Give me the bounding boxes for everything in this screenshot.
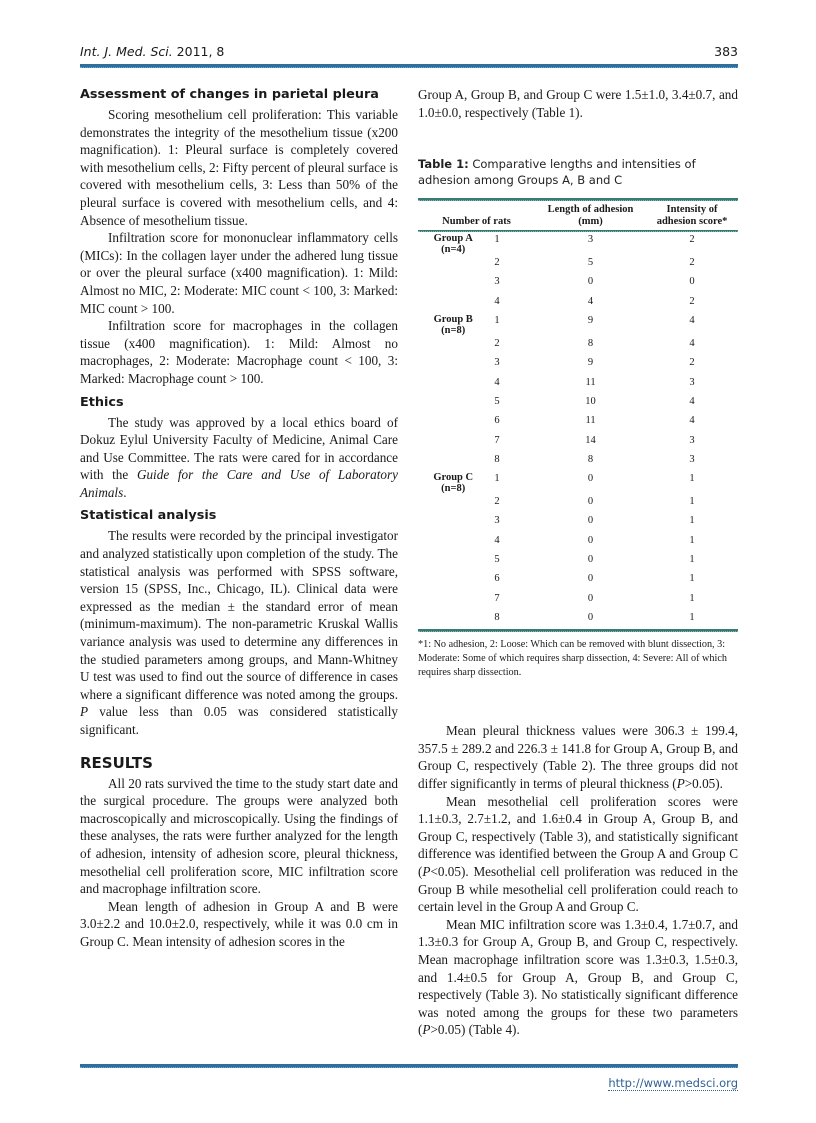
left-column [80,86,398,951]
rat-number-cell: 4 [494,376,500,388]
text-run: Mean pleural thickness values were 306.3 ± 199.4, 357.5 ± 289.2 and 226.3 ± 141.8 for Group A, Group B, and Group C, respectively (Table 2). The three groups did not differ significantly in terms of pleural thickness ( [418,723,738,792]
group-cell-empty [418,533,488,552]
journal-year-volume: 2011, 8 [172,44,225,59]
rat-number-cell: 4 [494,534,500,546]
paragraph-macrophage-infiltration: Infiltration score for macrophages in the collagen tissue (x400 magnification). 1: Mild: Almost no macrophages, 2: Moderate: Macrophage count < 100, 3: Marked: Macrophage count > 100. [80,318,398,386]
intensity-cell: 1 [689,592,695,604]
table-row [418,274,738,293]
table-row [418,433,738,452]
length-cell: 3 [587,234,594,246]
intensity-cell: 0 [689,276,695,288]
paragraph-ethics [80,414,398,502]
p-italic: P [422,1022,431,1038]
right-column [418,86,738,1039]
group-cell-empty [418,552,488,571]
column-header-intensity: Intensity of adhesion score* [656,204,728,228]
paragraph-mesothelium-scoring: Scoring mesothelium cell proliferation: This variable demonstrates the integrity of the mesothelium tissue (x200 magnification). 1: Pleural surface is completely covered with mesothelium cells, 2: Fifty percent of pleural surface is covered with mesothelium cells, 3: Less than 50% of the pleural surface is covered with mesothelium cells, and 4: Absence of mesothelium tissue. [80,107,398,228]
group-label [418,471,488,494]
group-cell-empty [418,452,488,471]
rat-number-cell: 2 [494,257,500,269]
length-cell: 0 [587,592,594,604]
text-run: Mean mesothelial cell proliferation scores were 1.1±0.3, 2.7±1.2, and 1.6±0.4 in Group A, Group B, and Group C, respectively (Table 3), and statistically significant difference was identified between the Group A and Group C ( [418,793,738,879]
text-run: The study was approved by a local ethics board of Dokuz Eylul University Faculty of Medicine, Animal Care and Use Committee. The rats were cared for in accordance with the [80,414,398,483]
column-header-length: Length of adhesion (mm) [547,204,634,228]
rat-number-cell: 3 [494,357,500,369]
intensity-cell: 2 [689,295,695,307]
intensity-cell: 2 [689,234,695,246]
intensity-cell: 1 [689,554,695,566]
length-cell: 0 [587,496,594,508]
intensity-cell: 2 [689,257,695,269]
table-footnote: *1: No adhesion, 2: Loose: Which can be removed with blunt dissection, 3: Moderate: Some of which requires sharp dissection, 4: Severe: All of which requires sharp dissection. [418,639,727,679]
group-size: (n=8) [441,324,466,336]
table-body [418,232,738,629]
length-cell: 8 [587,453,594,465]
length-cell: 0 [587,534,594,546]
paragraph-mic-macrophage-scores [418,916,738,1039]
group-name: Group A [433,233,473,245]
paragraph-continuation: Group A, Group B, and Group C were 1.5±1.0, 3.4±0.7, and 1.0±0.0, respectively (Table 1). [418,87,738,120]
paragraph-mic-infiltration: Infiltration score for mononuclear inflammatory cells (MICs): In the collagen layer under the adhered lung tissue or over the pleural surface (x400 magnification). 1: Mild: Almost no MIC, 2: Moderate: MIC count < 100, 3: Marked: MIC count > 100. [80,230,398,316]
intensity-cell: 1 [689,534,695,546]
paragraph-results-overview: All 20 rats survived the time to the study start date and the surgical procedure. The groups were analyzed both macroscopically and microscopically. Using the findings of these analyses, the rats were further analyzed for the length of adhesion, intensity of adhesion score, pleural thickness, mesothelial cell proliferation score, MIC infiltration score and macrophage infiltration score. [80,775,398,897]
table-row [418,494,738,513]
text-run: >0.05) (Table 4). [430,1022,520,1038]
rat-number-cell: 2 [494,496,500,508]
intensity-cell: 1 [689,496,695,508]
group-cell-empty [418,571,488,590]
group-cell-empty [418,610,488,629]
group-cell-empty [418,433,488,452]
table-row [418,610,738,629]
table-caption [418,157,738,188]
intensity-cell: 1 [689,573,695,585]
rat-number-cell: 6 [494,573,500,585]
paragraph-mesothelial-proliferation [418,793,738,916]
group-cell-empty [418,394,488,413]
section-heading-parietal-pleura: Assessment of changes in parietal pleura [80,87,379,102]
table-1 [418,198,738,680]
text-run: . [123,484,127,500]
intensity-cell: 3 [689,434,695,446]
length-cell: 0 [587,276,594,288]
table-row [418,375,738,394]
intensity-cell: 4 [689,395,695,407]
group-cell-empty [418,375,488,394]
group-cell-empty [418,294,488,313]
journal-name: Int. J. Med. Sci. [80,44,173,59]
rat-number-cell: 3 [494,515,500,527]
paragraph-pleural-thickness [418,722,738,792]
group-cell-empty [418,513,488,532]
length-cell: 0 [587,515,594,527]
rat-number-cell: 1 [494,234,500,246]
journal-website-link[interactable]: http://www.medsci.org [608,1076,738,1090]
length-cell: 0 [587,554,594,566]
text-run: <0.05). Mesothelial cell proliferation was reduced in the Group B while mesothelial cell proliferation could reach to certain level in the Group A and Group C. [418,863,738,915]
rat-number-cell: 5 [494,395,500,407]
length-cell: 11 [585,415,596,427]
length-cell: 0 [587,611,594,623]
rat-number-cell: 2 [494,338,500,350]
text-run: value less than 0.05 was considered statistically significant. [80,704,398,737]
intensity-cell: 1 [689,515,695,527]
section-heading-results: RESULTS [80,753,153,772]
intensity-cell: 4 [689,338,695,350]
text-run: >0.05). [684,776,723,792]
length-cell: 4 [587,295,594,307]
adhesion-table [418,201,738,629]
intensity-cell: 1 [689,473,695,485]
intensity-cell: 3 [689,376,695,388]
p-italic: P [422,863,431,879]
journal-citation [80,44,224,59]
length-cell: 9 [587,315,594,327]
table-row [418,513,738,532]
table-row [418,571,738,590]
table-row [418,355,738,374]
group-cell-empty [418,336,488,355]
table-row [418,336,738,355]
group-label [418,313,488,336]
rat-number-cell: 4 [494,295,500,307]
group-cell-empty [418,274,488,293]
table-row [418,255,738,274]
intensity-cell: 4 [689,415,695,427]
column-header-number-of-rats: Number of rats [442,216,511,228]
header-rule [80,64,738,68]
rat-number-cell: 8 [494,453,500,465]
footer-rule [80,1064,738,1068]
table-title: Comparative lengths and intensities of adhesion among Groups A, B and C [418,157,696,187]
length-cell: 0 [587,473,594,485]
table-row [418,452,738,471]
group-label [418,232,488,255]
rat-number-cell: 1 [494,315,500,327]
paragraph-statistics [80,527,398,738]
length-cell: 11 [585,376,596,388]
intensity-cell: 2 [689,357,695,369]
running-header [80,44,738,62]
page-number: 383 [714,44,738,59]
rat-number-cell: 3 [494,276,500,288]
table-row [418,552,738,571]
table-label: Table 1: [418,157,469,172]
table-bottom-rule [418,629,738,632]
section-heading-ethics: Ethics [80,394,124,410]
group-size: (n=8) [441,482,466,494]
table-row [418,394,738,413]
table-row [418,471,738,494]
rat-number-cell: 1 [494,473,500,485]
table-row [418,232,738,255]
group-cell-empty [418,255,488,274]
text-run: The results were recorded by the principal investigator and analyzed statistically upon completion of the study. The statistical analysis was performed with SPSS software, version 15 (SPSS, Inc., Chicago, IL). Clinical data were expressed as the median ± the standard error of mean (minimum-maximum). The non-parametric Kruskal Wallis variance analysis was used to determine any differences in the studied parameters among groups, and Mann-Whitney U test was used to find out the source of difference in cases where a significant difference was noted among the groups. [80,528,398,702]
rat-number-cell: 5 [494,554,500,566]
length-cell: 8 [587,338,594,350]
length-cell: 10 [585,395,596,407]
table-header-row [418,201,738,230]
table-row [418,294,738,313]
table-row [418,413,738,432]
length-cell: 14 [585,434,596,446]
group-size: (n=4) [441,243,466,255]
p-italic: P [80,704,89,720]
text-run: Mean MIC infiltration score was 1.3±0.4, 1.7±0.7, and 1.3±0.3 for Group A, Group B, and Group C, respectively. Mean macrophage infiltration score was 1.3±0.3, 1.5±0.3, and 1.4±0.5 for Group A, Group B, and Group C, respectively (Table 3). No statistically significant difference was noted among the groups for these two parameters ( [418,916,738,1038]
section-heading-statistical-analysis: Statistical analysis [80,508,217,524]
intensity-cell: 4 [689,315,695,327]
group-name: Group B [433,314,473,326]
table-row [418,591,738,610]
length-cell: 9 [587,357,594,369]
p-italic: P [676,776,685,792]
guide-title-italic: Guide for the Care and Use of Laboratory Animals [80,467,398,500]
group-cell-empty [418,494,488,513]
rat-number-cell: 6 [494,415,500,427]
rat-number-cell: 8 [494,611,500,623]
rat-number-cell: 7 [494,434,500,446]
group-name: Group C [433,472,474,484]
paragraph-adhesion-length: Mean length of adhesion in Group A and B were 3.0±2.2 and 10.0±2.0, respectively, while it was 0.0 cm in Group C. Mean intensity of adhesion scores in the [80,898,398,949]
rat-number-cell: 7 [494,592,500,604]
table-row [418,533,738,552]
group-cell-empty [418,591,488,610]
group-cell-empty [418,413,488,432]
length-cell: 5 [587,257,594,269]
table-row [418,313,738,336]
length-cell: 0 [587,573,594,585]
intensity-cell: 1 [689,611,695,623]
group-cell-empty [418,355,488,374]
intensity-cell: 3 [689,453,695,465]
